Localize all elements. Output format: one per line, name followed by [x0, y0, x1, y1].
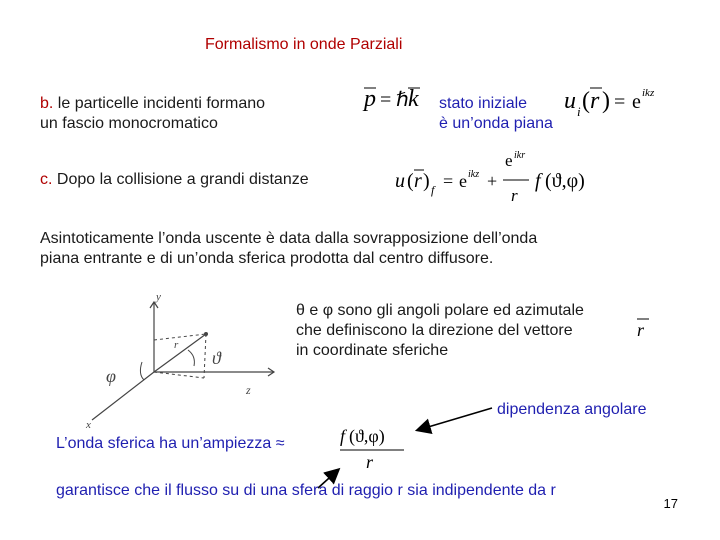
guarantee-text: garantisce che il flusso su di una sfera di raggio r sia indipendente da r — [56, 482, 556, 499]
svg-text:k: k — [408, 86, 419, 112]
svg-text:r: r — [366, 452, 374, 472]
svg-text:+: + — [487, 171, 498, 191]
paragraph-line1: Asintoticamente l’onda uscente è data dalla sovrapposizione dell’onda — [40, 230, 538, 247]
item-b-line2: un fascio monocromatico — [40, 115, 218, 132]
slide-title: Formalismo in onde Parziali — [205, 36, 403, 53]
svg-text:r: r — [414, 170, 422, 192]
svg-text:z: z — [246, 383, 251, 397]
angles-line3: in coordinate sferiche — [296, 342, 449, 359]
svg-text:(ϑ,φ): (ϑ,φ) — [545, 170, 585, 192]
svg-text:ℏ: ℏ — [396, 89, 409, 111]
svg-text:f: f — [535, 170, 541, 192]
svg-text:p: p — [364, 86, 376, 112]
svg-text:ikz: ikz — [468, 169, 480, 180]
svg-text:x: x — [86, 419, 91, 430]
item-c-letter: c. — [40, 171, 53, 188]
page-number: 17 — [663, 496, 678, 511]
amplitude-text: L’onda sferica ha un’ampiezza ≈ — [56, 435, 285, 452]
paragraph-line2: piana entrante e di un’onda sferica prodotta dal centro diffusore. — [40, 250, 494, 267]
svg-text:f: f — [431, 183, 435, 197]
svg-text:ikr: ikr — [514, 150, 526, 161]
svg-text:r: r — [590, 88, 600, 114]
angular-dependence-label: dipendenza angolare — [497, 401, 647, 418]
item-b-line1: le particelle incidenti formano — [53, 95, 266, 112]
svg-text:=: = — [614, 91, 626, 113]
svg-text:r: r — [174, 339, 179, 351]
amplitude-formula — [338, 422, 410, 474]
svg-text:u: u — [564, 88, 576, 114]
svg-text:): ) — [602, 88, 610, 114]
item-c-line: Dopo la collisione a grandi distanze — [52, 171, 309, 188]
svg-text:=: = — [443, 171, 454, 191]
angles-line1: θ e φ sono gli angoli polare ed azimutale — [296, 302, 584, 319]
svg-text:(ϑ,φ): (ϑ,φ) — [349, 426, 385, 446]
svg-text:(: ( — [407, 170, 414, 192]
svg-text:): ) — [423, 170, 430, 192]
svg-text:r: r — [511, 186, 518, 205]
svg-text:e: e — [459, 171, 467, 191]
svg-text:y: y — [156, 291, 161, 303]
svg-text:i: i — [577, 104, 581, 119]
svg-text:=: = — [380, 89, 392, 111]
svg-text:φ: φ — [106, 366, 116, 386]
svg-text:f: f — [340, 426, 346, 446]
initial-state-line2: è un’onda piana — [439, 115, 553, 132]
svg-text:ϑ: ϑ — [212, 348, 221, 368]
angles-line2: che definiscono la direzione del vettore — [296, 322, 573, 339]
svg-text:(: ( — [582, 88, 590, 114]
svg-text:e: e — [505, 151, 513, 170]
initial-state-line1: stato iniziale — [439, 95, 528, 112]
svg-text:r: r — [637, 320, 645, 340]
svg-text:e: e — [632, 91, 641, 113]
svg-text:ikz: ikz — [642, 87, 655, 99]
svg-text:u: u — [395, 170, 405, 192]
item-b-letter: b. — [40, 95, 54, 112]
